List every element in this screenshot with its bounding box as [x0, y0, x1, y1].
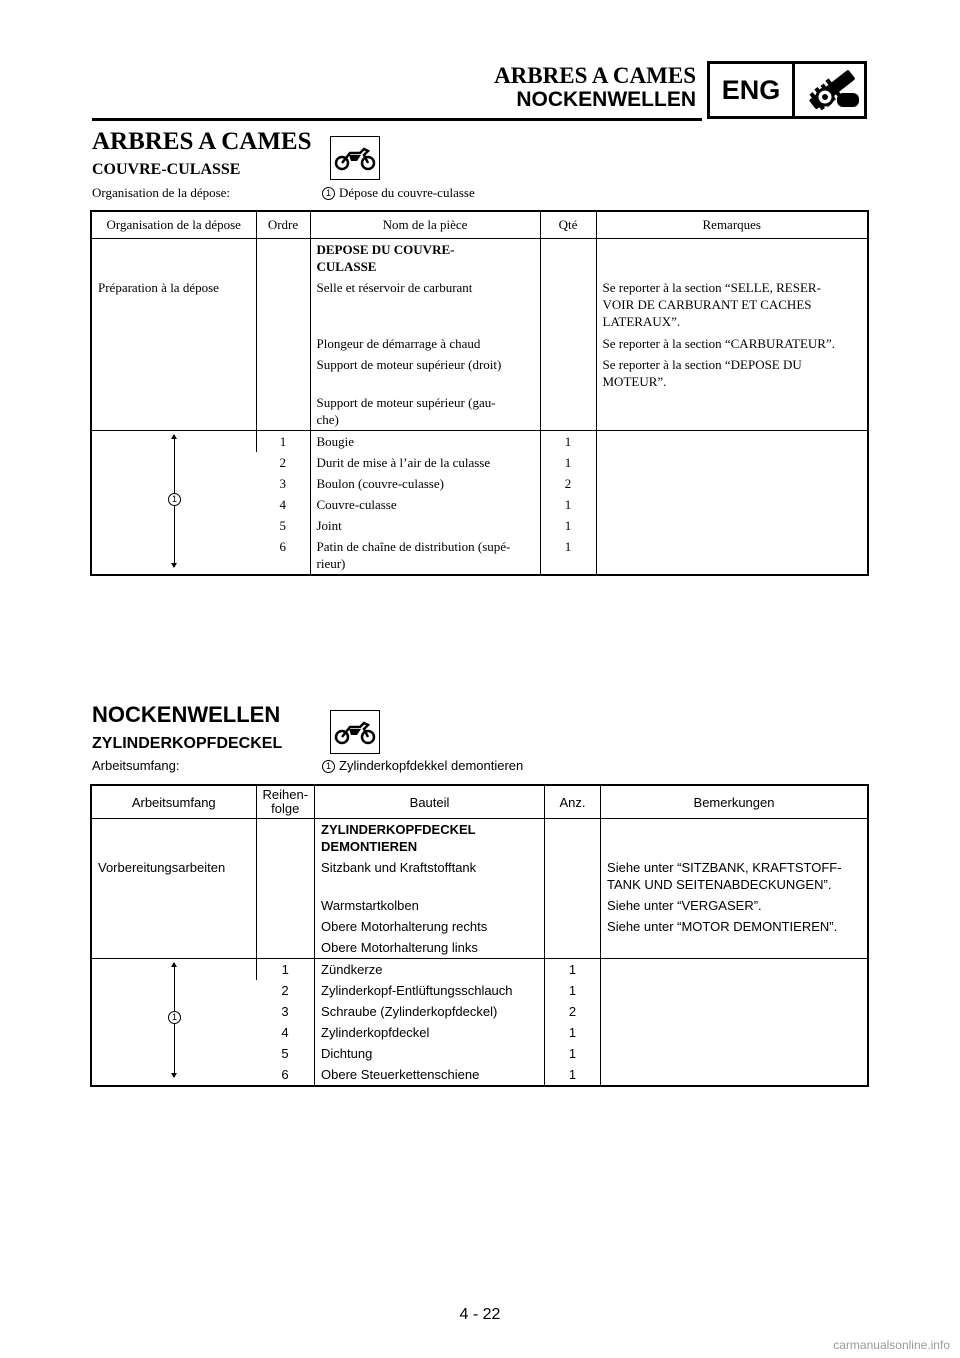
item-order: 4 [279, 496, 286, 512]
table-row-remark [596, 392, 868, 431]
item-order: 4 [281, 1025, 289, 1040]
item-name: Patin de chaîne de distribution (supé- rieur) [310, 536, 540, 575]
motorcycle-icon [330, 136, 380, 180]
table-row-remark [601, 937, 868, 959]
item-name: Zylinderkopfdeckel [315, 1022, 545, 1043]
item-qty: 1 [540, 515, 596, 536]
item-name: Bougie [310, 430, 540, 452]
item-name: Obere Steuerkettenschiene [315, 1064, 545, 1086]
de-prep-heading: ZYLINDERKOPFDECKEL DEMONTIEREN [315, 819, 545, 858]
item-qty: 1 [545, 1064, 601, 1086]
page-number: 4 - 22 [459, 1306, 501, 1323]
de-arbeitsumfang-label: Arbeitsumfang: [92, 758, 180, 773]
item-qty: 1 [540, 494, 596, 515]
header-title-de: NOCKENWELLEN [516, 88, 696, 111]
item-qty: 1 [540, 430, 596, 452]
item-order: 1 [256, 430, 310, 452]
item-name: Durit de mise à l’air de la culasse [310, 452, 540, 473]
de-arbeitsumfang [92, 758, 524, 773]
fr-col-organisation: Organisation de la dépose [91, 211, 256, 238]
fr-prep-label: Préparation à la dépose [98, 279, 219, 295]
de-arbeitsumfang-value: Zylinderkopfdekkel demontieren [339, 758, 524, 773]
de-col-arbeitsumfang: Arbeitsumfang [91, 785, 256, 819]
table-row-name: Plongeur de démarrage à chaud [310, 333, 540, 354]
camshaft-icon [795, 64, 864, 116]
section-badge [707, 61, 867, 119]
item-name: Boulon (couvre-culasse) [310, 473, 540, 494]
item-order: 3 [281, 1004, 289, 1019]
watermark: carmanualsonline.info [833, 1338, 950, 1352]
de-section-title: NOCKENWELLEN [92, 702, 281, 727]
table-row-remark: Siehe unter “SITZBANK, KRAFTSTOFF- TANK UND SEITENABDECKUNGEN”. [601, 857, 868, 895]
item-qty: 1 [545, 959, 601, 981]
item-order: 6 [279, 538, 286, 554]
item-name: Schraube (Zylinderkopfdeckel) [315, 1001, 545, 1022]
item-name: Couvre-culasse [310, 494, 540, 515]
item-name: Zylinderkopf-Entlüftungsschlauch [315, 980, 545, 1001]
fr-col-remarques: Remarques [596, 211, 868, 238]
table-row-name: Warmstartkolben [315, 895, 545, 916]
item-qty: 1 [540, 452, 596, 473]
item-name: Dichtung [315, 1043, 545, 1064]
item-qty: 1 [545, 1022, 601, 1043]
fr-group-number: 1 [168, 493, 181, 506]
table-row-name: Sitzbank und Kraftstofftank [315, 857, 545, 895]
header-title-fr: ARBRES A CAMES [494, 63, 696, 88]
de-col-anz: Anz. [545, 785, 601, 819]
de-section-subtitle: ZYLINDERKOPFDECKEL [92, 735, 283, 752]
fr-section-title: ARBRES A CAMES [92, 128, 312, 155]
fr-col-nom: Nom de la pièce [310, 211, 540, 238]
de-prep-label: Vorbereitungsarbeiten [98, 860, 226, 875]
item-qty: 1 [540, 536, 596, 575]
table-row-remark: Se reporter à la section “CARBURATEUR”. [596, 333, 868, 354]
item-order: 5 [279, 517, 286, 533]
item-order: 6 [281, 1067, 289, 1082]
item-order: 5 [281, 1046, 289, 1061]
table-row-name: Selle et réservoir de carburant [310, 277, 540, 333]
fr-organisation-value: Dépose du couvre-culasse [339, 185, 475, 200]
motorcycle-icon [330, 710, 380, 754]
table-row-name: Support de moteur supérieur (droit) [310, 354, 540, 392]
table-row-name: Obere Motorhalterung links [315, 937, 545, 959]
header-rule [92, 118, 702, 121]
item-order: 2 [279, 454, 286, 470]
item-qty: 1 [545, 980, 601, 1001]
eng-label: ENG [710, 64, 795, 116]
de-col-reihenfolge: Reihen- folge [256, 785, 315, 819]
table-row-name: Support de moteur supérieur (gau- che) [310, 392, 540, 431]
fr-prep-heading: DEPOSE DU COUVRE- CULASSE [310, 238, 540, 277]
de-group-bracket [91, 959, 256, 1087]
table-row [91, 430, 868, 452]
table-row-name: Obere Motorhalterung rechts [315, 916, 545, 937]
item-name: Joint [310, 515, 540, 536]
de-col-bauteil: Bauteil [315, 785, 545, 819]
item-order: 1 [256, 959, 315, 981]
item-qty: 1 [545, 1043, 601, 1064]
fr-group-bracket [91, 430, 256, 575]
de-procedure-table [90, 784, 869, 1087]
item-qty: 2 [545, 1001, 601, 1022]
fr-organisation [92, 185, 475, 201]
de-group-number: 1 [168, 1011, 181, 1024]
table-row [91, 959, 868, 981]
de-col-bemerkungen: Bemerkungen [601, 785, 868, 819]
table-row-remark: Se reporter à la section “DEPOSE DU MOTEUR”. [596, 354, 868, 392]
fr-col-qte: Qté [540, 211, 596, 238]
item-qty: 2 [540, 473, 596, 494]
fr-organisation-label: Organisation de la dépose: [92, 185, 231, 200]
item-order: 2 [281, 983, 289, 998]
item-order: 3 [279, 475, 286, 491]
fr-organisation-number: 1 [322, 187, 335, 200]
header-titles [494, 64, 696, 112]
de-arbeitsumfang-number: 1 [322, 760, 335, 773]
table-row-remark: Siehe unter “MOTOR DEMONTIEREN”. [601, 916, 868, 937]
item-name: Zündkerze [315, 959, 545, 981]
fr-procedure-table [90, 210, 869, 576]
fr-section-subtitle: COUVRE-CULASSE [92, 161, 241, 178]
table-row-remark: Se reporter à la section “SELLE, RESER- VOIR DE CARBURANT ET CACHES LATERAUX”. [596, 277, 868, 333]
fr-col-ordre: Ordre [256, 211, 310, 238]
table-row-remark: Siehe unter “VERGASER”. [601, 895, 868, 916]
